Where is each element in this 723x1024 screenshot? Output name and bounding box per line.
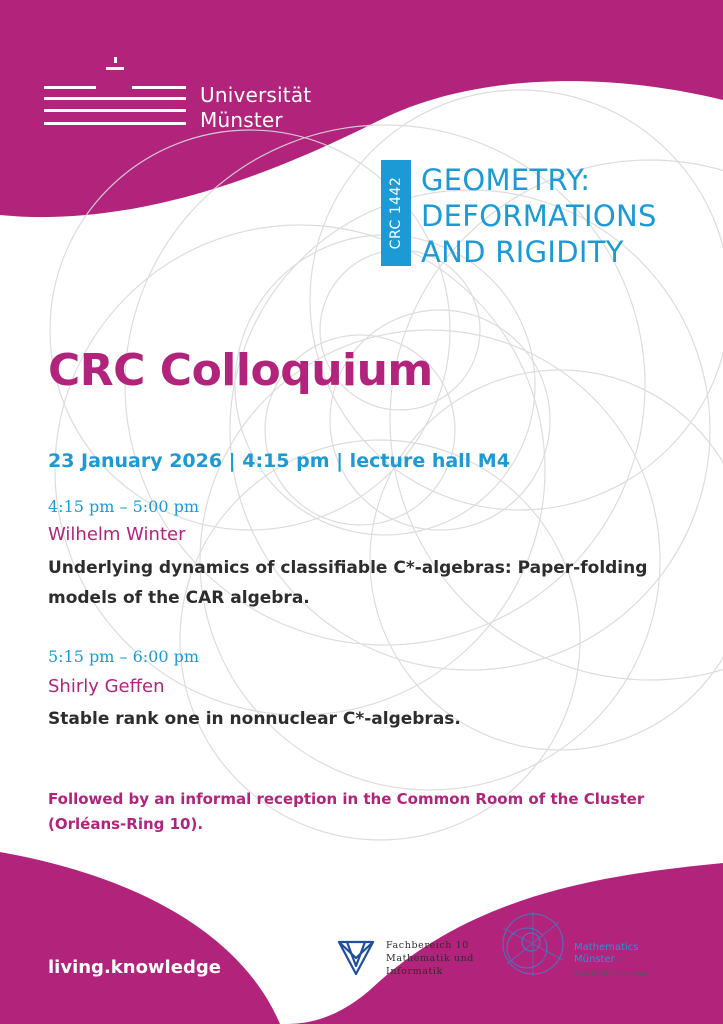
- crc-badge: [381, 160, 411, 266]
- crc-title-line2: DEFORMATIONS: [421, 199, 657, 233]
- university-name-line1: Universität: [200, 83, 312, 107]
- talk-1-time: 4:15 pm – 5:00 pm: [48, 497, 200, 516]
- fachbereich-logo: [336, 938, 376, 978]
- university-name-line2: Münster: [200, 108, 283, 132]
- talk-2-title: Stable rank one in nonnuclear C*-algebras.: [48, 709, 461, 729]
- mm-subtitle: Cluster of Excellence: [574, 969, 648, 977]
- fachbereich-line3: Informatik: [386, 966, 443, 977]
- talk-1-speaker: Wilhelm Winter: [48, 524, 186, 545]
- fachbereich-line1: Fachbereich 10: [386, 940, 469, 951]
- talk-2-time: 5:15 pm – 6:00 pm: [48, 647, 200, 666]
- crc-badge-text: CRC 1442: [388, 176, 404, 250]
- talk-2-speaker: Shirly Geffen: [48, 676, 165, 697]
- footer-slogan: living.knowledge: [48, 957, 221, 978]
- crc-title-line3: AND RIGIDITY: [421, 235, 624, 269]
- talk-1-title: Underlying dynamics of classifiable C*-algebras: Paper-folding models of the CAR algebra.: [48, 558, 648, 608]
- crc-title-line1: GEOMETRY:: [421, 163, 591, 197]
- fachbereich-line2: Mathematik und: [386, 953, 474, 964]
- reception-note: Followed by an informal reception in the Common Room of the Cluster (Orléans-Ring 10).: [48, 790, 645, 833]
- event-date-line: 23 January 2026 | 4:15 pm | lecture hall M4: [48, 450, 510, 472]
- mathematics-muenster-logo: [497, 908, 569, 980]
- mm-line2: Münster: [574, 954, 615, 965]
- mm-abbreviation: MM: [574, 914, 614, 938]
- event-title: CRC Colloquium: [48, 345, 433, 396]
- mm-line1: Mathematics: [574, 942, 639, 953]
